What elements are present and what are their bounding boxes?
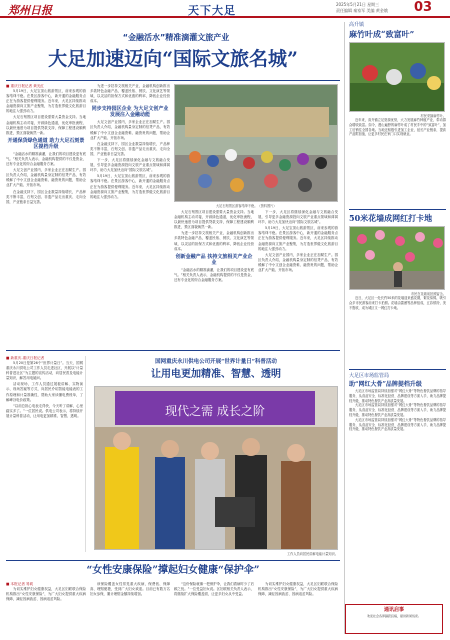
lead-paragraph: 大足文创产业园内，多家企业正在加紧生产。园区负责人介绍，金融机构量身定制的信贷产品，有效缓解了中小文创企业融资难、融资贵的问题，帮助企业扩大产能、开拓市场。	[258, 252, 338, 273]
section-rule	[6, 560, 340, 561]
notice-title: 通讯启事	[383, 607, 404, 613]
sidebar-text-2	[349, 296, 446, 366]
sidebar	[344, 22, 446, 634]
lead-paragraph: 大足石刻景区项目建设需要大量资金支持。当地金融机构主动对接，开辟绿色通道，优化审批流程，以最快速度为项目提供贷款支持，保障工程建设顺利推进，景区面貌焕然一新。	[6, 115, 86, 135]
sidebar-rule	[349, 369, 446, 370]
sidebar-rule	[349, 209, 446, 210]
bamboo-harvest-image	[350, 43, 445, 112]
second-story-column	[6, 356, 86, 552]
event-banner-text: 现代之需 成长之阶	[165, 404, 265, 418]
sidebar-text-1	[349, 118, 446, 206]
sidebar-title-3: 助“网红大骨”品牌提档升级	[349, 381, 422, 388]
sidebar-photo-2	[349, 226, 445, 290]
lead-kicker: “金融活水”精准滴灌文旅产业	[122, 33, 230, 42]
second-paragraph: “以前总担心电表走得快，今天听了讲解，心里踏实多了。”一位居民说。供电公司表示，将持续开展计量科普活动，让用电更加精准、智慧、透明。	[6, 403, 83, 418]
third-paragraph: 为切实维护妇女健康权益，大足区妇联联合保险机构推出“女性安康保险”，为广大妇女提供重大疾病保障，减轻因病致贫、因病返贫风险。	[6, 587, 86, 602]
sidebar-caption-2: 市民在花墙前拍照留念。	[410, 292, 446, 296]
community-event-image	[95, 387, 338, 550]
third-column-2	[90, 582, 170, 634]
third-paragraph: “这份保险就像一把保护伞，让我们看病时少了后顾之忧。”一位受益妇女说。区妇联相关负责人表示，将继续扩大保险覆盖面，让更多妇女从中受益。	[174, 582, 254, 597]
lead-subhead: 开通保货绿色通道 助力大足石刻景区提档升级	[7, 137, 85, 150]
third-column-3	[174, 582, 254, 634]
lead-paragraph: 为进一步扶持文旅相关产业，金融机构创新推出多款特色金融产品，覆盖民宿、餐饮、文化演艺等领域，以灵活的担保方式和优惠的利率，降低企业经营成本。	[174, 231, 254, 251]
editor-credit: 责任编辑 秦家军 美编 黄金娥	[336, 8, 388, 13]
lead-paragraph: “金融活水的精准滴灌，让我们的项目建设更有底气。”相关负责人表示，金融机构提供的不仅是资金，还有专业化的综合金融服务方案。	[6, 151, 86, 167]
main-content	[6, 22, 340, 634]
lead-paragraph: 5月19日，大足宝顶山旅游景区，前来参观的游客络绎不绝。在景区游客中心，新开通的金融服务点正在为游客提供便利服务。近年来，大足区持续推动金融资源向文旅产业聚集，为打造世界级文化旅游目的地注入强劲动力。	[258, 226, 338, 251]
sidebar-caption-1: 村民采摘麻竹叶。	[420, 114, 446, 118]
notice-box	[345, 604, 443, 634]
lead-column-4	[258, 210, 338, 346]
masthead-info	[336, 2, 388, 14]
second-paragraph: 5月20日是第26个“世界计量日”。当天，国网重庆永川供电公司工作人员走进社区，开展以“计量科普进社区”为主题的宣传活动，向居民普及电能计量知识，解答用电疑问。	[6, 361, 83, 381]
lead-paragraph: 在金融支持下，园区企业数量持续增长，产品种类不断丰富，石刻文创、非遗产品走出重庆、走向全国，产业链条日益完善。	[6, 189, 86, 204]
headline-divider	[6, 80, 340, 81]
third-column-4	[258, 582, 338, 634]
second-byline: ■ 新重庆-重庆日报记者	[6, 356, 45, 360]
lead-paragraph: 下一步，大足区将继续深化金融与文旅融合发展，引导更多金融资源投向文旅产业重点领域和薄弱环节，助力大足加快迈向“国际文旅名城”。	[90, 158, 170, 173]
sidebar-paragraph: 大足区市场监管局持续加强对“网红大骨”等特色餐饮品牌的指导服务，从食品安全、标准化经营、品牌建设等方面入手，助力品牌提档升级，推动特色餐饮产业高质量发展。	[349, 403, 446, 417]
masthead	[0, 0, 450, 18]
third-headline: “女性安康保险”撑起妇女健康“保护伞”	[86, 565, 260, 576]
lead-paragraph: “金融活水的精准滴灌，让我们的项目建设更有底气。”相关负责人表示，金融机构提供的不仅是资金，还有专业化的综合金融服务方案。	[174, 267, 254, 282]
sidebar-paragraph: 大足区市场监管局持续加强对“网红大骨”等特色餐饮品牌的指导服务，从食品安全、标准化经营、品牌建设等方面入手，助力品牌提档升级，推动特色餐饮产业高质量发展。	[349, 389, 446, 403]
second-paragraph: 活动现场，工作人员通过展板讲解、实物演示、现场答疑等方式，向居民介绍智能电能表的工作原理和计量准确性，帮助大家读懂电费账单，了解峰谷电价政策。	[6, 382, 83, 402]
lead-subhead: 创新金融产品 扶持文旅相关产业企业	[175, 253, 253, 266]
lead-headline: 大足加速迈向“国际文旅名城”	[48, 48, 298, 70]
lead-column-2	[90, 84, 170, 346]
third-byline: ■ 本报记者 易莉	[6, 582, 34, 586]
page-number: 03	[414, 0, 433, 15]
lead-paragraph: 在金融支持下，园区企业数量持续增长，产品种类不断丰富，石刻文创、非遗产品走出重庆、走向全国，产业链条日益完善。	[90, 141, 170, 156]
second-headline-line1: 国网重庆永川供电公司开展“世界计量日”科普活动	[155, 359, 277, 365]
lead-column-1	[6, 84, 86, 346]
lead-paragraph: 大足石刻景区项目建设需要大量资金支持。当地金融机构主动对接，开辟绿色通道，优化审批流程，以最快速度为项目提供贷款支持，保障工程建设顺利推进，景区面貌焕然一新。	[174, 210, 254, 230]
second-photo	[94, 386, 338, 550]
notice-text: 欢迎社会各界踊跃投稿，提供新闻线索。	[366, 614, 421, 618]
sidebar-title-1: 麻竹叶成“致富叶”	[349, 29, 415, 39]
lead-subhead: 同步支持园区企业 为大足文创产业发展注入金融动能	[91, 106, 169, 119]
second-photo-caption: 工作人员向居民讲解电能计量知识。	[287, 552, 338, 556]
sidebar-paragraph: 大足区市场监管局持续加强对“网红大骨”等特色餐饮品牌的指导服务，从食品安全、标准化经营、品牌建设等方面入手，助力品牌提档升级，推动特色餐饮产业高质量发展。	[349, 417, 446, 432]
lead-paragraph: 为进一步扶持文旅相关产业，金融机构创新推出多款特色金融产品，覆盖民宿、餐饮、文化演艺等领域，以灵活的担保方式和优惠的利率，降低企业经营成本。	[90, 84, 170, 104]
lead-paragraph: 5月19日，大足宝顶山旅游景区，前来参观的游客络绎不绝。在景区游客中心，新开通的金融服务点正在为游客提供便利服务。近年来，大足区持续推动金融资源向文旅产业聚集，为打造世界级文化旅游目的地注入强劲动力。	[6, 89, 86, 114]
flower-wall-image	[350, 227, 445, 290]
tourist-crowd-image	[175, 85, 338, 202]
section-title: 天下大足	[188, 4, 236, 17]
third-column-1	[6, 582, 86, 634]
second-headline-line2: 让用电更加精准、智慧、透明	[151, 369, 281, 380]
sidebar-text-3	[349, 389, 446, 509]
section-rule	[6, 350, 340, 351]
third-paragraph: 该保险覆盖女性常见重大疾病，保费低、保障高、理赔便捷，受到广大妇女欢迎。目前已有数万名妇女参保，累计理赔金额持续增加。	[90, 582, 170, 597]
lead-paragraph: 下一步，大足区将继续深化金融与文旅融合发展，引导更多金融资源投向文旅产业重点领域和薄弱环节，助力大足加快迈向“国际文旅名城”。	[258, 210, 338, 225]
lead-column-3	[174, 210, 254, 346]
third-paragraph: 为切实维护妇女健康权益，大足区妇联联合保险机构推出“女性安康保险”，为广大妇女提供重大疾病保障，减轻因病致贫、因病返贫风险。	[258, 582, 338, 597]
lead-paragraph: 5月19日，大足宝顶山旅游景区，前来参观的游客络绎不绝。在景区游客中心，新开通的金融服务点正在为游客提供便利服务。近年来，大足区持续推动金融资源向文旅产业聚集，为打造世界级文化旅游目的地注入强劲动力。	[90, 174, 170, 199]
sidebar-kicker-3: 大足区市场监管局	[349, 373, 390, 379]
newspaper-logo: 郑州日报	[8, 4, 52, 17]
sidebar-title-2: 50米花墙成网红打卡地	[349, 213, 433, 223]
issue-date: 2025年5月21日 星期三	[336, 2, 380, 7]
lead-paragraph: 大足文创产业园内，多家企业正在加紧生产。园区负责人介绍，金融机构量身定制的信贷产品，有效缓解了中小文创企业融资难、融资贵的问题，帮助企业扩大产能、开拓市场。	[90, 120, 170, 140]
sidebar-paragraph: 近日，大足区一处长约50米的花墙迎来盛花期，繁花似锦，吸引众多市民游客前来打卡拍照。花墙由蔷薇等品种组成，五彩缤纷，美不胜收，成为城区又一网红打卡地。	[349, 296, 446, 310]
sidebar-paragraph: 近年来，高升镇立足资源优势，大力发展麻竹种植产业，带动群众增收致富。如今，漫山遍野的麻竹叶成了村民手中的“致富叶”，加工后销往全国各地。当地还积极引进加工企业，延长产业链条，提高产品附加值，让更多村民在家门口实现就业。	[349, 118, 446, 137]
lead-photo-caption: 大足石刻景区游客络绎不绝。（资料图片）	[216, 204, 277, 208]
sidebar-kicker-1: 高升镇	[349, 22, 365, 28]
sidebar-photo-1	[349, 42, 445, 112]
lead-byline: ■ 重庆日报记者 黄光红	[6, 84, 45, 88]
lead-photo	[174, 84, 338, 202]
lead-paragraph: 大足文创产业园内，多家企业正在加紧生产。园区负责人介绍，金融机构量身定制的信贷产品，有效缓解了中小文创企业融资难、融资贵的问题，帮助企业扩大产能、开拓市场。	[6, 168, 86, 188]
